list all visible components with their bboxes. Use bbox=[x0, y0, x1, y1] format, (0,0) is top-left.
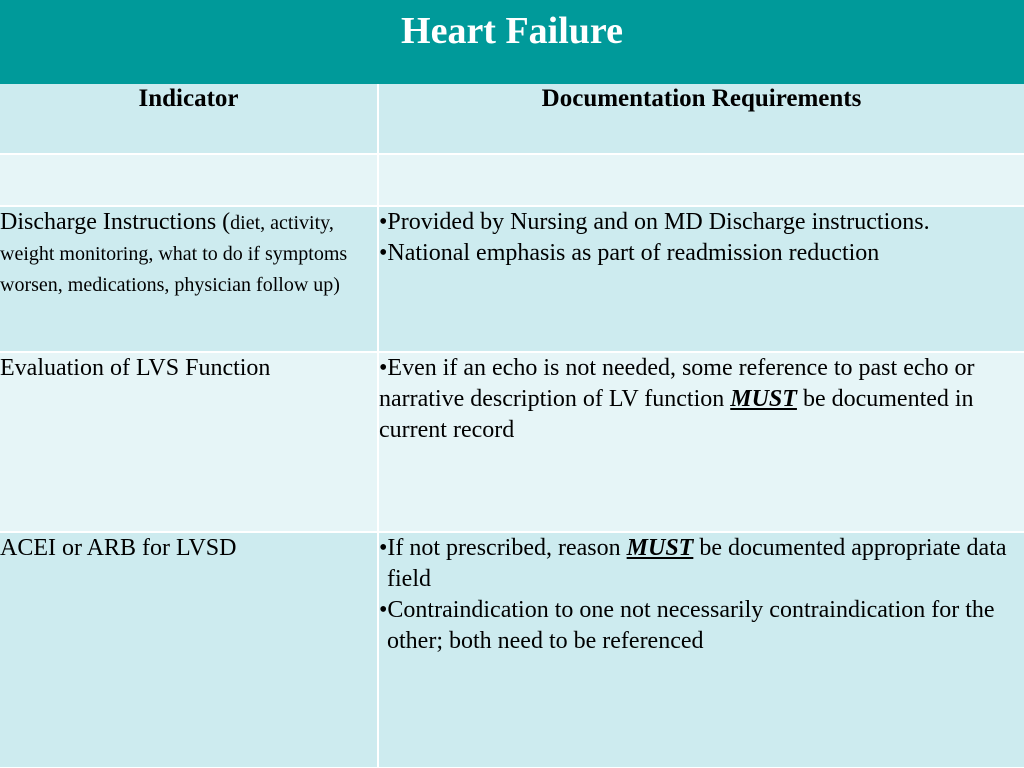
indicator-text: Discharge Instructions ( bbox=[0, 209, 231, 235]
table-row bbox=[0, 206, 1024, 352]
requirement-bullet bbox=[379, 533, 1024, 595]
slide-title: Heart Failure bbox=[401, 10, 623, 52]
indicator-text: ACEI or ARB for LVSD bbox=[0, 535, 237, 561]
requirement-bullet: •National emphasis as part of readmission reduction bbox=[379, 240, 880, 266]
requirements-cell bbox=[378, 206, 1024, 352]
header-indicator: Indicator bbox=[0, 84, 378, 154]
table-row bbox=[0, 352, 1024, 532]
must-emphasis: MUST bbox=[626, 535, 694, 561]
requirement-text: •If not prescribed, reason bbox=[379, 535, 627, 561]
requirements-cell bbox=[378, 532, 1024, 768]
must-emphasis: MUST bbox=[730, 386, 797, 412]
requirement-bullet: •Contraindication to one not necessarily contraindication for the other; both need to be referenced bbox=[379, 597, 995, 654]
table-row-blank bbox=[0, 154, 1024, 206]
indicator-cell bbox=[0, 532, 378, 768]
requirement-text: be documented appropriate data field bbox=[387, 535, 1007, 592]
indicator-cell bbox=[0, 352, 378, 532]
requirement-text: be documented in current record bbox=[379, 386, 974, 443]
blank-cell bbox=[0, 154, 378, 206]
table-row bbox=[0, 532, 1024, 768]
table-header-row bbox=[0, 84, 1024, 154]
requirement-text: •Even if an echo is not needed, some reference to past echo or narrative description of LV function bbox=[379, 355, 975, 412]
requirements-table bbox=[0, 84, 1024, 768]
header-documentation-requirements: Documentation Requirements bbox=[378, 84, 1024, 154]
indicator-cell bbox=[0, 206, 378, 352]
blank-cell bbox=[378, 154, 1024, 206]
indicator-text: Evaluation of LVS Function bbox=[0, 355, 271, 381]
requirements-cell bbox=[378, 352, 1024, 532]
requirement-bullet bbox=[379, 353, 1024, 446]
requirement-bullet: •Provided by Nursing and on MD Discharge instructions. bbox=[379, 209, 930, 235]
indicator-detail-text: diet, activity, weight monitoring, what to do if symptoms worsen, medications, physician follow up) bbox=[0, 212, 348, 296]
